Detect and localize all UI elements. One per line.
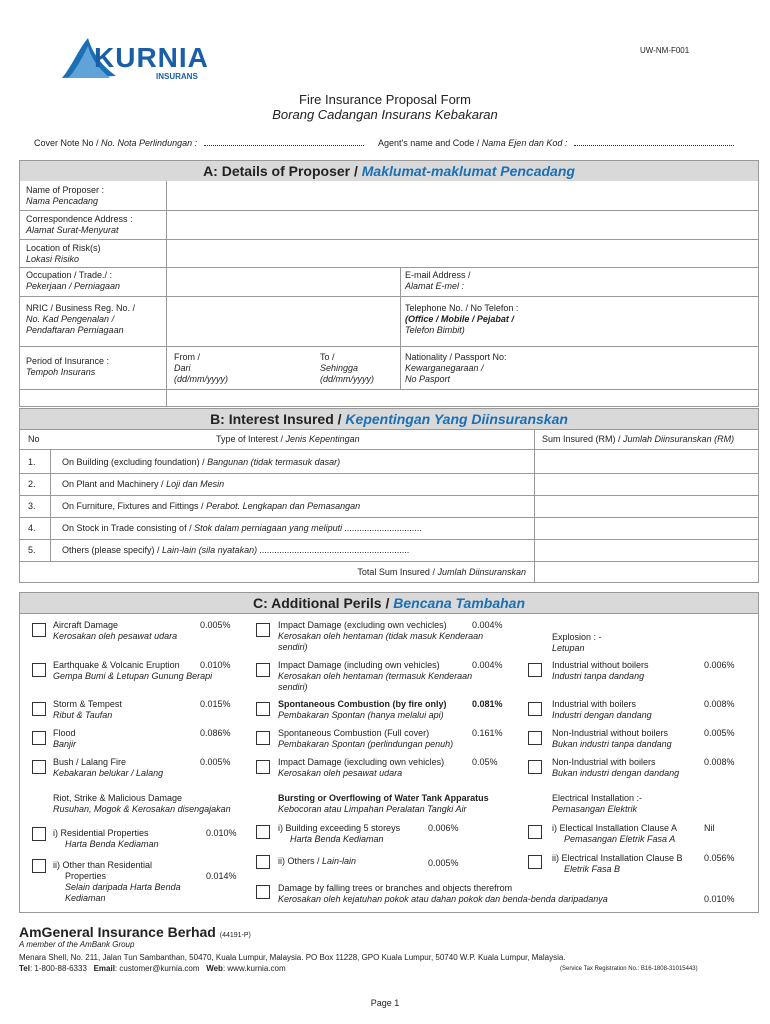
riot-heading: Riot, Strike & Malicious Damage Rusuhan, Mogok & Kerosakan disengajakan xyxy=(53,793,231,814)
company-logo xyxy=(58,36,218,82)
peril-item: Industrial with boilers Industri dengan dandang xyxy=(552,699,652,720)
col-type-header: Type of Interest / Jenis Kepentingan xyxy=(216,434,360,444)
nationality-input[interactable] xyxy=(540,348,756,388)
peril-item: i) Residential Properties Harta Benda Kediaman xyxy=(53,828,159,849)
peril-item: Non-Industrial with boilers Bukan industri dengan dandang xyxy=(552,757,680,778)
peril-checkbox[interactable] xyxy=(528,825,542,839)
nric-label: NRIC / Business Reg. No. / No. Kad Pengenalan / Pendaftaran Perniagaan xyxy=(26,303,136,335)
peril-checkbox[interactable] xyxy=(528,663,542,677)
peril-checkbox[interactable] xyxy=(32,827,46,841)
peril-checkbox[interactable] xyxy=(256,663,270,677)
peril-checkbox[interactable] xyxy=(256,885,270,899)
peril-item: i) Building exceeding 5 storeys Harta Benda Kediaman xyxy=(278,823,401,844)
peril-checkbox[interactable] xyxy=(32,663,46,677)
section-b-header: B: Interest Insured / Kepentingan Yang Diinsuranskan xyxy=(19,408,759,430)
cover-note-field[interactable]: Cover Note No / No. Nota Perlindungan : xyxy=(34,138,364,149)
electrical-heading: Electrical Installation :- Pemasangan Elektrik xyxy=(552,793,643,814)
period-label: Period of Insurance : Tempoh Insurans xyxy=(26,356,110,377)
peril-item: Damage by falling trees or branches and objects therefrom Kerosakan oleh kejatuhan pokok atau dahan pokok dan benda-benda daripadanya xyxy=(278,883,608,904)
interest-row: 1. On Building (excluding foundation) / Bangunan (tidak termasuk dasar) xyxy=(28,457,341,467)
nationality-label: Nationality / Passport No: Kewarganegaraan / No Pasport xyxy=(405,352,507,384)
peril-checkbox[interactable] xyxy=(32,731,46,745)
peril-rate: Nil xyxy=(704,823,715,833)
peril-checkbox[interactable] xyxy=(256,731,270,745)
peril-rate: 0.005% xyxy=(200,757,231,767)
section-a-table xyxy=(19,181,759,407)
peril-checkbox[interactable] xyxy=(32,859,46,873)
company-address: Menara Shell, No. 211, Jalan Tun Sambanthan, 50470, Kuala Lumpur, Malaysia. PO Box 11228, GPO Kuala Lumpur, 50740 W.P. Kuala Lumpur, Malaysia. xyxy=(19,953,566,962)
form-title: Fire Insurance Proposal Form xyxy=(299,92,471,107)
peril-item: Storm & Tempest Ribut & Taufan xyxy=(53,699,122,720)
water-tank-heading: Bursting or Overflowing of Water Tank Apparatus Kebocoran atau Limpahan Peralatan Tangki Air xyxy=(278,793,489,814)
peril-checkbox[interactable] xyxy=(256,760,270,774)
peril-checkbox[interactable] xyxy=(256,623,270,637)
peril-item: Spontaneous Combustion (by fire only) Pembakaran Spontan (hanya melalui api) xyxy=(278,699,447,720)
proposer-name-label: Name of Proposer : Nama Pencadang xyxy=(26,185,105,206)
peril-rate: 0.005% xyxy=(428,858,459,868)
col-no-header: No xyxy=(28,434,40,444)
peril-rate: 0.010% xyxy=(206,828,237,838)
peril-rate: 0.008% xyxy=(704,757,735,767)
peril-checkbox[interactable] xyxy=(32,623,46,637)
location-label: Location of Risk(s) Lokasi Risiko xyxy=(26,243,101,264)
peril-rate: 0.004% xyxy=(472,620,503,630)
telephone-input[interactable] xyxy=(540,297,756,345)
agent-field[interactable]: Agent's name and Code / Nama Ejen dan Kod : xyxy=(378,138,734,149)
peril-checkbox[interactable] xyxy=(256,825,270,839)
peril-item: Impact Damage (excluding own vechicles) Kerosakan oleh hentaman (tidak masuk Kenderaan sendiri) xyxy=(278,620,484,652)
address-input[interactable] xyxy=(168,211,756,238)
perils-panel xyxy=(19,613,759,913)
peril-checkbox[interactable] xyxy=(32,760,46,774)
section-a-header: A: Details of Proposer / Maklumat-maklumat Pencadang xyxy=(19,160,759,182)
email-input[interactable] xyxy=(500,268,756,295)
occupation-input[interactable] xyxy=(168,268,398,295)
occupation-label: Occupation / Trade./ : Pekerjaan / Perniagaan xyxy=(26,270,121,291)
interest-table xyxy=(19,429,759,583)
logo-subtext: INSURANS xyxy=(156,72,198,81)
page-number: Page 1 xyxy=(370,998,400,1008)
period-to-input[interactable]: To / Sehingga (dd/mm/yyyy) xyxy=(320,352,374,384)
service-tax-number: (Service Tax Registration No.: B16-1808-31015443) xyxy=(560,966,698,972)
sum-insured-input[interactable] xyxy=(536,451,756,559)
peril-checkbox[interactable] xyxy=(256,702,270,716)
peril-rate: 0.056% xyxy=(704,853,735,863)
section-c-header: C: Additional Perils / Bencana Tambahan xyxy=(19,592,759,614)
peril-rate: 0.006% xyxy=(428,823,459,833)
peril-checkbox[interactable] xyxy=(528,731,542,745)
peril-item: Impact Damage (including own vehicles) Kerosakan oleh hentaman (termasuk Kenderaan sendiri) xyxy=(278,660,473,692)
peril-item: Aircraft Damage Kerosakan oleh pesawat udara xyxy=(53,620,178,641)
peril-rate: 0.010% xyxy=(704,894,735,904)
total-sum-input[interactable] xyxy=(536,563,756,581)
peril-item: Industrial without boilers Industri tanpa dandang xyxy=(552,660,649,681)
peril-rate: 0.005% xyxy=(704,728,735,738)
proposer-name-input[interactable] xyxy=(168,182,756,209)
peril-rate: 0.05% xyxy=(472,757,498,767)
peril-item: i) Electical Installation Clause A Pemasangan Eletrik Fasa A xyxy=(552,823,678,844)
peril-rate: 0.015% xyxy=(200,699,231,709)
peril-rate: 0.008% xyxy=(704,699,735,709)
peril-item: Non-Industrial without boilers Bukan industri tanpa dandang xyxy=(552,728,672,749)
email-label: E-mail Address / Alamat E-mel : xyxy=(405,270,471,291)
peril-item: ii) Others / Lain-lain xyxy=(278,856,357,866)
total-sum-label: Total Sum Insured / Jumlah Diinsuranskan xyxy=(357,567,526,577)
telephone-label: Telephone No. / No Telefon : (Office / Mobile / Pejabat / Telefon Bimbit) xyxy=(405,303,519,335)
peril-item: Flood Banjir xyxy=(53,728,77,749)
address-label: Correspondence Address : Alamat Surat-Menyurat xyxy=(26,214,133,235)
peril-item: ii) Other than Residential Properties Selain daripada Harta Benda Kediaman xyxy=(53,860,181,903)
col-sum-header: Sum Insured (RM) / Jumlah Diinsuranskan (RM) xyxy=(542,434,735,444)
peril-checkbox[interactable] xyxy=(256,855,270,869)
peril-rate: 0.006% xyxy=(704,660,735,670)
peril-checkbox[interactable] xyxy=(528,855,542,869)
peril-item: Earthquake & Volcanic Eruption Gempa Bumi & Letupan Gunung Berapi xyxy=(53,660,213,681)
interest-row: 5. Others (please specify) / Lain-lain (sila nyatakan) ............................................................ xyxy=(28,545,410,555)
peril-checkbox[interactable] xyxy=(528,760,542,774)
peril-item: Spontaneous Combustion (Full cover) Pembakaran Spontan (perlindungan penuh) xyxy=(278,728,454,749)
interest-row: 2. On Plant and Machinery / Loji dan Mesin xyxy=(28,479,225,489)
peril-rate: 0.004% xyxy=(472,660,503,670)
nric-input[interactable] xyxy=(168,297,398,345)
company-name: AmGeneral Insurance Berhad (44191-P) xyxy=(19,924,251,940)
peril-item: ii) Electrical Installation Clause B Eletrik Fasa B xyxy=(552,853,683,874)
period-from-input[interactable]: From / Dari (dd/mm/yyyy) xyxy=(174,352,228,384)
form-title-ms: Borang Cadangan Insurans Kebakaran xyxy=(272,107,498,122)
company-contact: Tel: 1-800-88-6333 Email: customer@kurnia.com Web: www.kurnia.com xyxy=(19,964,286,973)
peril-rate: 0.005% xyxy=(200,620,231,630)
company-member: A member of the AmBank Group xyxy=(19,940,135,949)
peril-checkbox[interactable] xyxy=(528,702,542,716)
peril-item: Bush / Lalang Fire Kebakaran belukar / Lalang xyxy=(53,757,164,778)
peril-checkbox[interactable] xyxy=(32,702,46,716)
explosion-heading: Explosion : - Letupan xyxy=(552,632,602,653)
peril-rate: 0.161% xyxy=(472,728,503,738)
peril-rate: 0.081% xyxy=(472,699,503,709)
logo-text: KURNIA xyxy=(94,42,209,73)
peril-rate: 0.086% xyxy=(200,728,231,738)
interest-row: 3. On Furniture, Fixtures and Fittings / Perabot. Lengkapan dan Pemasangan xyxy=(28,501,361,511)
peril-item: Impact Damage (iexcluding own vehicles) Kerosakan oleh pesawat udara xyxy=(278,757,445,778)
peril-rate: 0.014% xyxy=(206,871,237,881)
form-code: UW-NM-F001 xyxy=(640,46,690,55)
location-input[interactable] xyxy=(168,240,756,266)
peril-rate: 0.010% xyxy=(200,660,231,670)
interest-row: 4. On Stock in Trade consisting of / Stok dalam perniagaan yang meliputi ............................... xyxy=(28,523,423,533)
